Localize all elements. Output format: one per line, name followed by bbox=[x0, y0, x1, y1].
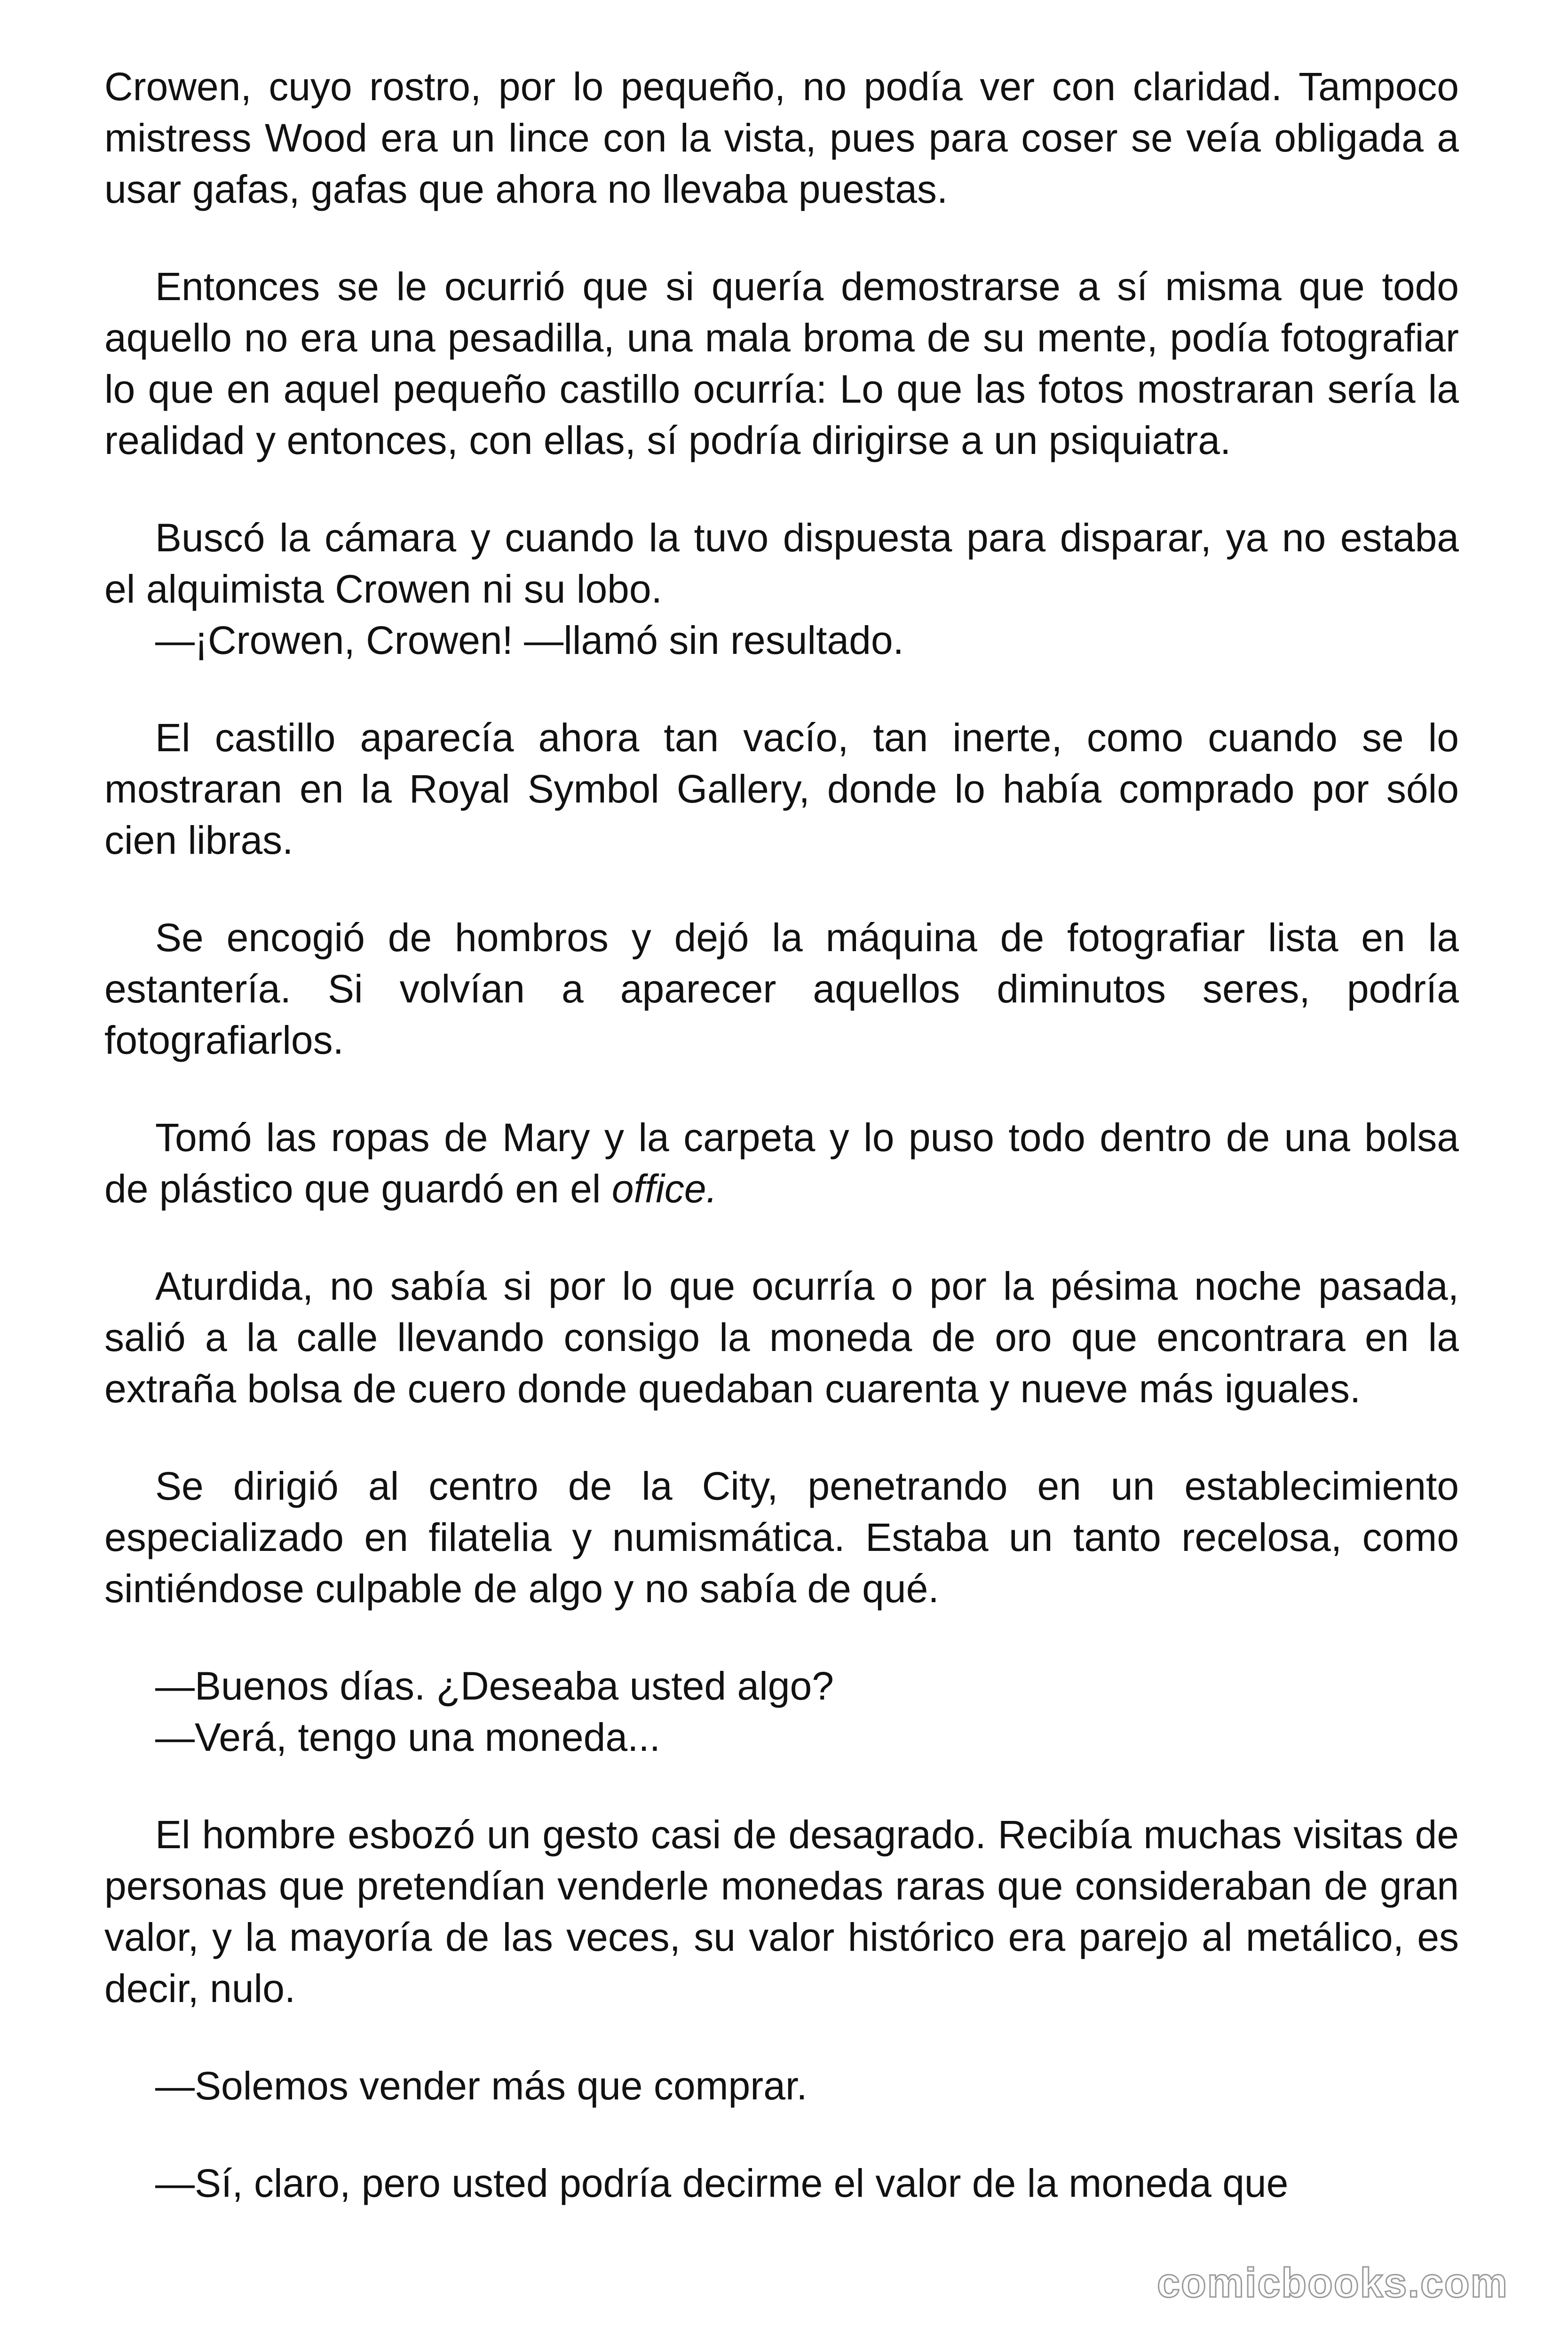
paragraph-5: Se encogió de hombros y dejó la máquina de fotografiar lista en la estantería. Si volvían a aparecer aquellos diminutos seres, podría fotografiarlos. bbox=[104, 915, 1459, 1062]
paragraph-6-text: Tomó las ropas de Mary y la carpeta y lo puso todo dentro de una bolsa de plástico que guardó en el bbox=[104, 1115, 1459, 1211]
paragraph-4: El castillo aparecía ahora tan vacío, tan inerte, como cuando se lo mostraran en la Royal Symbol Gallery, donde lo había comprado por sólo cien libras. bbox=[104, 715, 1459, 862]
dialogue-line-1: —¡Crowen, Crowen! —llamó sin resultado. bbox=[155, 618, 904, 662]
watermark-logo: comicbooks.com bbox=[1157, 2259, 1508, 2306]
paragraph-8: Se dirigió al centro de la City, penetrando en un establecimiento especializado en filatelia y numismática. Estaba un tanto recelosa, como sintiéndose culpable de algo y no sabía de qué. bbox=[104, 1464, 1459, 1611]
dialogue-line-4: —Solemos vender más que comprar. bbox=[155, 2064, 808, 2108]
page-text bbox=[104, 61, 1459, 2209]
paragraph-2: Entonces se le ocurrió que si quería demostrarse a sí misma que todo aquello no era una pesadilla, una mala broma de su mente, podía fotografiar lo que en aquel pequeño castillo ocurría: Lo que las fotos mostraran sería la realidad y entonces, con ellas, sí podría dirigirse a un psiquiatra. bbox=[104, 264, 1459, 462]
paragraph-7: Aturdida, no sabía si por lo que ocurría o por la pésima noche pasada, salió a la calle llevando consigo la moneda de oro que encontrara en la extraña bolsa de cuero donde quedaban cuarenta y nueve más iguales. bbox=[104, 1264, 1459, 1411]
dialogue-line-5: —Sí, claro, pero usted podría decirme el valor de la moneda que bbox=[155, 2161, 1289, 2205]
dialogue-line-3: —Verá, tengo una moneda... bbox=[155, 1715, 661, 1759]
paragraph-6 bbox=[104, 1112, 1459, 1215]
paragraph-3: Buscó la cámara y cuando la tuvo dispuesta para disparar, ya no estaba el alquimista Crowen ni su lobo. bbox=[104, 516, 1459, 611]
italic-word-office: office. bbox=[611, 1167, 717, 1211]
paragraph-1: Crowen, cuyo rostro, por lo pequeño, no podía ver con claridad. Tampoco mistress Wood era un lince con la vista, pues para coser se veía obligada a usar gafas, gafas que ahora no llevaba puestas. bbox=[104, 64, 1459, 211]
paragraph-9: El hombre esbozó un gesto casi de desagrado. Recibía muchas visitas de personas que pretendían venderle monedas raras que consideraban de gran valor, y la mayoría de las veces, su valor histórico era parejo al metálico, es decir, nulo. bbox=[104, 1812, 1459, 2010]
dialogue-line-2: —Buenos días. ¿Deseaba usted algo? bbox=[155, 1664, 834, 1708]
